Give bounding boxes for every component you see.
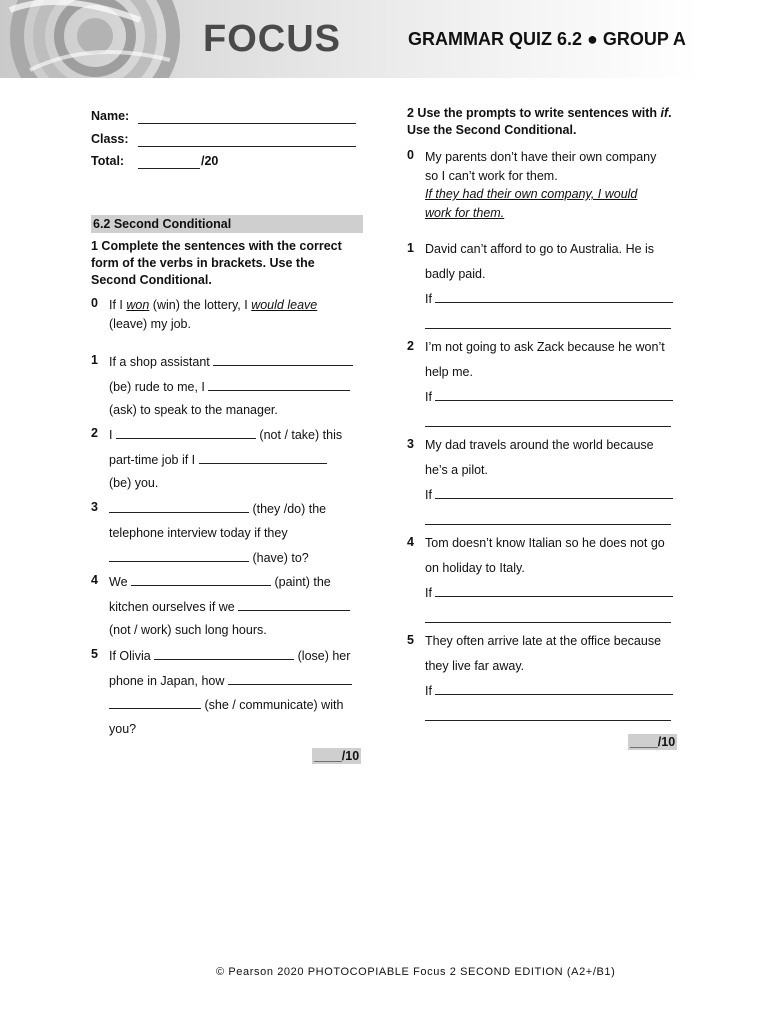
ex1-score: ____/10 xyxy=(314,749,360,763)
ex2-example-number: 0 xyxy=(407,148,414,162)
brand-logo-text: FOCUS xyxy=(203,18,341,60)
ex2-item-3-prompt: My dad travels around the world because xyxy=(425,438,654,452)
total-out-of: /20 xyxy=(201,154,219,168)
ex2-item-2-answer-line-2[interactable] xyxy=(425,425,671,427)
ex2-item-4-answer-line-1[interactable] xyxy=(435,584,673,597)
ex1-example xyxy=(109,296,364,334)
ex1-item-1-text: (be) rude to me, I xyxy=(109,379,209,394)
class-label: Class: xyxy=(91,132,129,146)
ex1-item-3-blank-2[interactable] xyxy=(109,549,249,562)
ex1-item-4-text: (paint) the xyxy=(271,575,331,589)
ex1-example-answer-2: would leave xyxy=(251,298,318,312)
ex2-item-3 xyxy=(425,437,673,511)
ex2-item-2-if: If xyxy=(425,390,432,405)
name-field[interactable] xyxy=(138,109,356,124)
ex1-item-1-blank-2[interactable] xyxy=(208,378,350,391)
total-field[interactable] xyxy=(138,154,200,169)
ex2-example-answer: work for them. xyxy=(425,205,505,220)
focus-logo-swirl-icon xyxy=(0,0,200,78)
ex1-example-text-3: (leave) my job. xyxy=(109,317,191,331)
ex2-item-5-number: 5 xyxy=(407,633,414,647)
ex1-item-5-text: (she / communicate) with xyxy=(201,698,344,713)
ex2-item-1-prompt: badly paid. xyxy=(425,266,486,281)
ex1-item-4-text: We xyxy=(109,575,131,589)
ex2-item-1-prompt: David can’t afford to go to Australia. He is xyxy=(425,242,655,256)
ex2-item-3-number: 3 xyxy=(407,437,414,451)
ex1-example-text-1: If I xyxy=(109,298,127,312)
ex1-item-4-number: 4 xyxy=(91,573,98,587)
ex1-item-5-text: phone in Japan, how xyxy=(109,673,228,688)
ex2-item-1 xyxy=(425,241,673,315)
ex1-item-5-blank-2[interactable] xyxy=(228,672,352,685)
ex2-item-4-prompt: on holiday to Italy. xyxy=(425,560,525,575)
ex1-item-1-number: 1 xyxy=(91,353,98,367)
ex2-example-prompt: so I can’t work for them. xyxy=(425,168,558,183)
ex2-example-answer: If they had their own company, I would xyxy=(425,187,638,201)
ex1-item-4 xyxy=(109,573,350,647)
ex1-item-4-blank-1[interactable] xyxy=(131,573,271,586)
ex2-item-2-answer-line-1[interactable] xyxy=(435,388,673,401)
ex2-item-3-answer-line-1[interactable] xyxy=(435,486,673,499)
ex2-item-5-prompt: they live far away. xyxy=(425,658,525,673)
exercise-2-instruction xyxy=(407,105,682,139)
page-header xyxy=(0,0,700,78)
ex2-item-4-if: If xyxy=(425,586,432,601)
ex2-example-prompt: My parents don’t have their own company xyxy=(425,150,657,164)
ex1-item-1-blank-1[interactable] xyxy=(213,353,353,366)
ex2-item-4-answer-line-2[interactable] xyxy=(425,621,671,623)
copyright-footer: © Pearson 2020 PHOTOCOPIABLE Focus 2 SECOND EDITION (A2+/B1) xyxy=(216,966,616,978)
ex1-example-number: 0 xyxy=(91,296,98,310)
name-label: Name: xyxy=(91,109,130,123)
ex1-item-3-text: telephone interview today if they xyxy=(109,525,288,540)
ex2-item-2-prompt: help me. xyxy=(425,364,473,379)
ex1-example-answer-1: won xyxy=(126,298,150,312)
ex1-item-2 xyxy=(109,426,342,500)
ex1-item-2-text: (be) you. xyxy=(109,476,159,491)
ex1-item-2-blank-1[interactable] xyxy=(116,426,256,439)
ex2-item-4-prompt: Tom doesn’t know Italian so he does not go xyxy=(425,536,665,550)
ex2-item-4-number: 4 xyxy=(407,535,414,549)
section-title: 6.2 Second Conditional xyxy=(91,215,363,233)
ex1-item-5-text: (lose) her xyxy=(294,649,351,663)
class-field[interactable] xyxy=(138,132,356,147)
ex1-item-1-text: (ask) to speak to the manager. xyxy=(109,403,278,418)
ex1-item-2-text: part-time job if I xyxy=(109,452,199,467)
ex2-item-1-answer-line-1[interactable] xyxy=(435,290,673,303)
ex1-item-4-blank-2[interactable] xyxy=(238,598,350,611)
ex2-item-5 xyxy=(425,633,673,707)
ex2-example xyxy=(425,148,656,222)
ex1-item-1 xyxy=(109,353,353,427)
ex1-item-3-blank-1[interactable] xyxy=(109,500,249,513)
ex2-item-2 xyxy=(425,339,673,413)
ex1-item-5-blank-3[interactable] xyxy=(109,696,201,709)
ex2-item-3-answer-line-2[interactable] xyxy=(425,523,671,525)
exercise-2-instruction-a: 2 Use the prompts to write sentences with xyxy=(407,106,661,120)
ex2-item-4 xyxy=(425,535,673,609)
ex2-item-5-prompt: They often arrive late at the office because xyxy=(425,634,662,648)
ex1-item-3-text: (have) to? xyxy=(249,551,309,566)
ex2-item-1-if: If xyxy=(425,292,432,307)
ex2-item-1-answer-line-2[interactable] xyxy=(425,327,671,329)
ex1-item-2-text: I xyxy=(109,428,116,442)
total-label: Total: xyxy=(91,154,125,168)
ex2-item-3-if: If xyxy=(425,488,432,503)
ex1-item-2-blank-2[interactable] xyxy=(199,451,327,464)
ex1-item-4-text: (not / work) such long hours. xyxy=(109,623,267,638)
ex2-item-5-answer-line-2[interactable] xyxy=(425,719,671,721)
ex1-example-text-2: (win) the lottery, I xyxy=(149,298,252,312)
ex2-item-2-prompt: I’m not going to ask Zack because he won’t xyxy=(425,340,665,354)
quiz-title: GRAMMAR QUIZ 6.2 ● GROUP A xyxy=(408,29,686,49)
ex2-item-5-answer-line-1[interactable] xyxy=(435,682,673,695)
ex1-item-5-number: 5 xyxy=(91,647,98,661)
ex1-item-3 xyxy=(109,500,326,574)
ex1-item-5-text: If Olivia xyxy=(109,649,155,663)
ex1-item-3-text: (they /do) the xyxy=(249,502,327,516)
exercise-2-instruction-if: if xyxy=(660,106,669,120)
ex2-item-1-number: 1 xyxy=(407,241,414,255)
ex1-item-1-text: If a shop assistant xyxy=(109,355,214,369)
ex1-item-5-blank-1[interactable] xyxy=(154,647,294,660)
ex2-item-5-if: If xyxy=(425,684,432,699)
ex1-item-3-number: 3 xyxy=(91,500,98,514)
ex2-item-2-number: 2 xyxy=(407,339,414,353)
ex1-item-5-text: you? xyxy=(109,721,137,736)
ex1-item-2-text: (not / take) this xyxy=(255,428,343,442)
ex2-item-3-prompt: he’s a pilot. xyxy=(425,462,489,477)
exercise-2-instruction-b: . Use the Second Conditional. xyxy=(407,106,672,137)
ex1-item-5 xyxy=(109,647,352,745)
ex1-item-2-number: 2 xyxy=(91,426,98,440)
exercise-1-instruction: 1 Complete the sentences with the correct form of the verbs in brackets. Use the Second Conditional. xyxy=(91,239,342,287)
ex2-score: ____/10 xyxy=(630,735,676,749)
ex1-item-4-text: kitchen ourselves if we xyxy=(109,599,239,614)
